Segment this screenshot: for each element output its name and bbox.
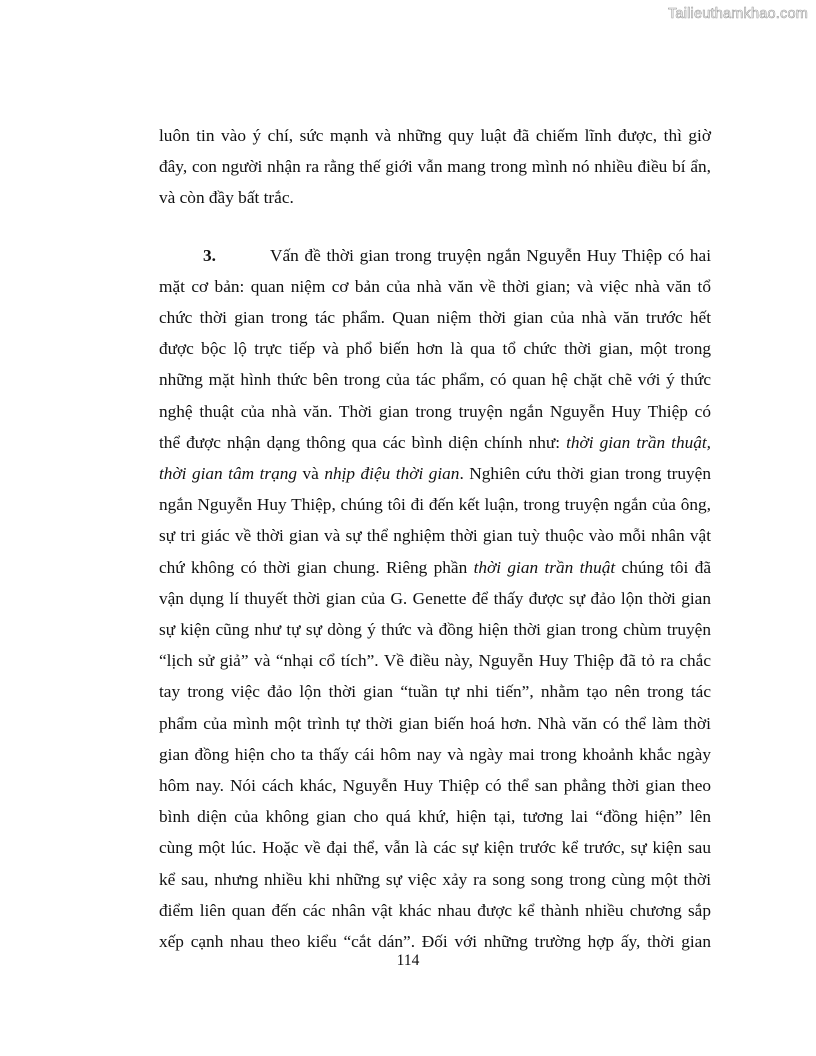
text-line: sự tri giác về thời gian và sự thể nghiệm thời gian tuỳ thuộc vào mỗi nhân vật (159, 526, 711, 546)
text-line (159, 240, 711, 271)
text-line: mặt cơ bản: quan niệm cơ bản của nhà văn về thời gian; và việc nhà văn tổ (159, 276, 711, 296)
document-body (159, 120, 711, 957)
text-span: Vấn đề thời gian trong truyện ngắn Nguyễn Huy Thiệp có hai (270, 245, 711, 265)
text-line: hôm nay. Nói cách khác, Nguyễn Huy Thiệp có thể san phẳng thời gian theo (159, 776, 711, 796)
text-line: điểm liên quan đến các nhân vật khác nhau được kể thành nhiều chương sắp (159, 900, 711, 920)
text-line: tay trong việc đảo lộn thời gian “tuần tự nhi tiến”, nhằm tạo nên trong tác (159, 682, 711, 702)
text-span: và (297, 464, 325, 484)
text-line: được bộc lộ trực tiếp và phổ biến hơn là qua tổ chức thời gian, một trong (159, 339, 711, 359)
paragraph-continued (159, 120, 711, 214)
text-span: thể được nhận dạng thông qua các bình diện chính như: (159, 432, 567, 452)
text-line: gian đồng hiện cho ta thấy cái hôm nay và ngày mai trong khoảnh khắc ngày (159, 744, 711, 764)
text-line: sự kiện cũng như tự sự dòng ý thức và đồng hiện thời gian trong chùm truyện (159, 620, 711, 640)
text-line (159, 552, 711, 583)
text-line: luôn tin vào ý chí, sức mạnh và những quy luật đã chiếm lĩnh được, thì giờ (159, 126, 711, 145)
text-line: nghệ thuật của nhà văn. Thời gian trong truyện ngắn Nguyễn Huy Thiệp có (159, 401, 711, 421)
text-line: kể sau, nhưng nhiều khi những sự việc xảy ra song song trong cùng một thời (159, 869, 711, 889)
text-line: cùng một lúc. Hoặc về đại thể, vẫn là các sự kiện trước kể trước, sự kiện sau (159, 838, 711, 858)
section-number: 3. (203, 245, 216, 265)
text-line: bình diện của không gian cho quá khứ, hiện tại, tương lai “đồng hiện” lên (159, 807, 711, 827)
paragraph-section-3 (159, 240, 711, 958)
text-line: những mặt hình thức bên trong của tác phẩm, có quan hệ chặt chẽ với ý thức (159, 370, 711, 390)
watermark-text: Tailieuthamkhao.com (667, 6, 808, 22)
text-line: vận dụng lí thuyết thời gian của G. Genette để thấy được sự đảo lộn thời gian (159, 588, 711, 608)
text-line (159, 427, 711, 458)
text-line: ngắn Nguyễn Huy Thiệp, chúng tôi đi đến kết luận, trong truyện ngắn của ông, (159, 495, 711, 515)
italic-term: thời gian trần thuật, (566, 432, 712, 452)
text-span: chúng tôi đã (615, 557, 712, 577)
text-line: xếp cạnh nhau theo kiểu “cắt dán”. Đối với những trường hợp ấy, thời gian (159, 932, 711, 952)
text-line: chức thời gian trong tác phẩm. Quan niệm thời gian của nhà văn trước hết (159, 308, 711, 328)
text-line: phẩm của mình một trình tự thời gian biến hoá hơn. Nhà văn có thể làm thời (159, 713, 711, 733)
italic-term: nhịp điệu thời gian (324, 464, 460, 484)
text-line: “lịch sử giả” và “nhại cổ tích”. Về điều này, Nguyễn Huy Thiệp đã tỏ ra chắc (159, 651, 711, 671)
text-span: . Nghiên cứu thời gian trong truyện (459, 464, 711, 484)
italic-term: thời gian trần thuật (473, 557, 616, 577)
text-span: chứ không có thời gian chung. Riêng phần (159, 557, 474, 577)
text-line (159, 458, 711, 489)
page-number: 114 (396, 952, 420, 969)
text-line: đây, con người nhận ra rằng thế giới vẫn mang trong mình nó nhiều điều bí ẩn, (159, 157, 711, 177)
italic-term: thời gian tâm trạng (159, 464, 298, 484)
text-line: và còn đầy bất trắc. (159, 188, 294, 208)
